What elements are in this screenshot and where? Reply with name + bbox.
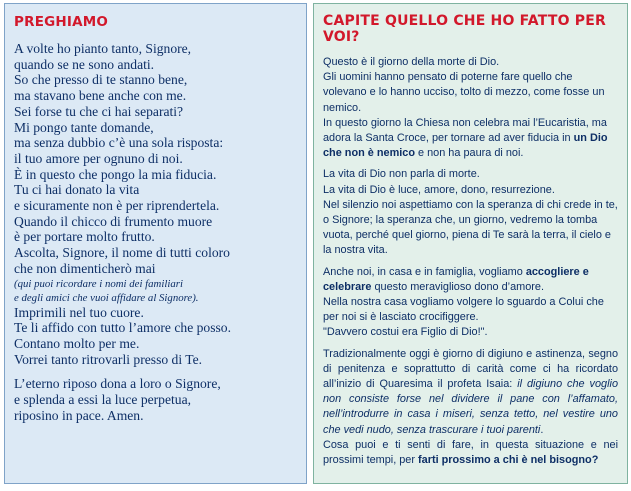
prayer-line: Contano molto per me. — [14, 335, 140, 351]
reflection-panel — [313, 3, 628, 484]
prayer-line: Sei forse tu che ci hai separati? — [14, 103, 184, 119]
sentence: Anche noi, in casa e in famiglia, vogliamo — [323, 265, 523, 278]
bold-phrase: un Dio che non è nemico — [323, 132, 608, 160]
sentence: La vita di Dio è luce, amore, dono, resurrezione. — [323, 183, 555, 196]
prayer-note-line: e degli amici che vuoi affidare al Signore). — [14, 291, 199, 304]
prayer-line: è per portare molto frutto. — [14, 229, 155, 245]
bold-phrase: farti prossimo a chi è nel bisogno — [418, 454, 592, 467]
prayer-line: Ascolta, Signore, il nome di tutti coloro — [14, 245, 230, 261]
prayer-note-line: (qui puoi ricordare i nomi dei familiari — [14, 277, 183, 290]
prayer-line: ma senza dubbio c’è una sola risposta: — [14, 135, 224, 151]
sentence: Nella nostra casa vogliamo volgere lo sguardo a Colui che per noi si è lasciato crocifiggere. — [323, 296, 604, 324]
prayer-line: Imprimili nel tuo cuore. — [14, 304, 144, 320]
closing-line: L’eterno riposo dona a loro o Signore, — [14, 376, 221, 392]
prayer-line: A volte ho pianto tanto, Signore, — [14, 41, 192, 56]
prayer-line: Mi pongo tante domande, — [14, 119, 154, 135]
prayer-line: e sicuramente non è per riprendertela. — [14, 198, 220, 214]
prayer-line: Vorrei tanto ritrovarli presso di Te. — [14, 351, 203, 367]
prayer-panel — [4, 3, 307, 484]
sentence: Questo è il giorno della morte di Dio. — [323, 56, 500, 68]
sentence: La vita di Dio non parla di morte. — [323, 168, 480, 181]
reflection-text — [323, 55, 618, 468]
closing-line: e splenda a essi la luce perpetua, — [14, 392, 192, 408]
quote: "Davvero costui era Figlio di Dio!". — [323, 326, 488, 339]
prayer-line: Tu ci hai donato la vita — [14, 182, 140, 198]
paragraph-1 — [323, 55, 618, 161]
punctuation: ? — [591, 454, 599, 467]
italic-quote: il digiuno che voglio non consiste forse nel dividere il pane con l’affamato, nell’introdurre in casa i miseri, senza tetto, nel vestire uno che vedi nudo, senza trascurare i tuoi parenti — [323, 378, 618, 436]
punctuation: . — [540, 423, 544, 436]
prayer-line: ma stavano bene anche con me. — [14, 88, 187, 104]
prayer-line: il tuo amore per ognuno di noi. — [14, 150, 183, 166]
prayer-line: È in questo che pongo la mia fiducia. — [14, 166, 217, 182]
prayer-title: PREGHIAMO — [14, 14, 109, 30]
paragraph-4 — [323, 347, 618, 469]
prayer-text — [14, 41, 296, 423]
sentence: In questo giorno la Chiesa non celebra mai l’Eucaristia, ma adora la Santa Croce, per tornare ad aver fiducia in — [323, 116, 607, 145]
prayer-line: So che presso di te stanno bene, — [14, 72, 188, 88]
bold-phrase: accogliere e celebrare — [323, 265, 589, 293]
sentence: Tradizionalmente oggi è giorno di digiuno e astinenza, segno di penitenza e soprattutto di carità come ci ha ricordato all’inizio di Quaresima il profeta Isaia: — [323, 347, 618, 391]
sentence: Gli uomini hanno pensato di poterne fare quello che volevano e lo hanno ucciso, tolto di mezzo, come fosse un nemico. — [323, 71, 605, 114]
sentence: questo meraviglioso dono d’amore. — [374, 280, 544, 293]
prayer-line: che non dimenticherò mai — [14, 260, 156, 276]
sentence: Nel silenzio noi aspettiamo con la speranza di chi crede in te, o Signore; la speranza che, un giorno, vedremo la tomba vuota, perché quel giorno, piena di Te sarà la terra, il cielo e la nostra vita. — [323, 198, 618, 257]
prayer-line: Quando il chicco di frumento muore — [14, 213, 213, 229]
paragraph-3 — [323, 265, 618, 341]
paragraph-2 — [323, 167, 618, 258]
prayer-line: quando se ne sono andati. — [14, 56, 155, 72]
sentence: e non ha paura di noi. — [418, 147, 524, 160]
stanza-gap — [14, 367, 296, 376]
sentence: Cosa puoi e ti senti di fare, in questa situazione e nei prossimi tempi, per — [323, 438, 618, 467]
prayer-line: Te li affido con tutto l’amore che posso. — [14, 320, 231, 336]
reflection-title: CAPITE QUELLO CHE HO FATTO PER VOI? — [323, 13, 606, 45]
closing-line: riposino in pace. Amen. — [14, 407, 144, 423]
